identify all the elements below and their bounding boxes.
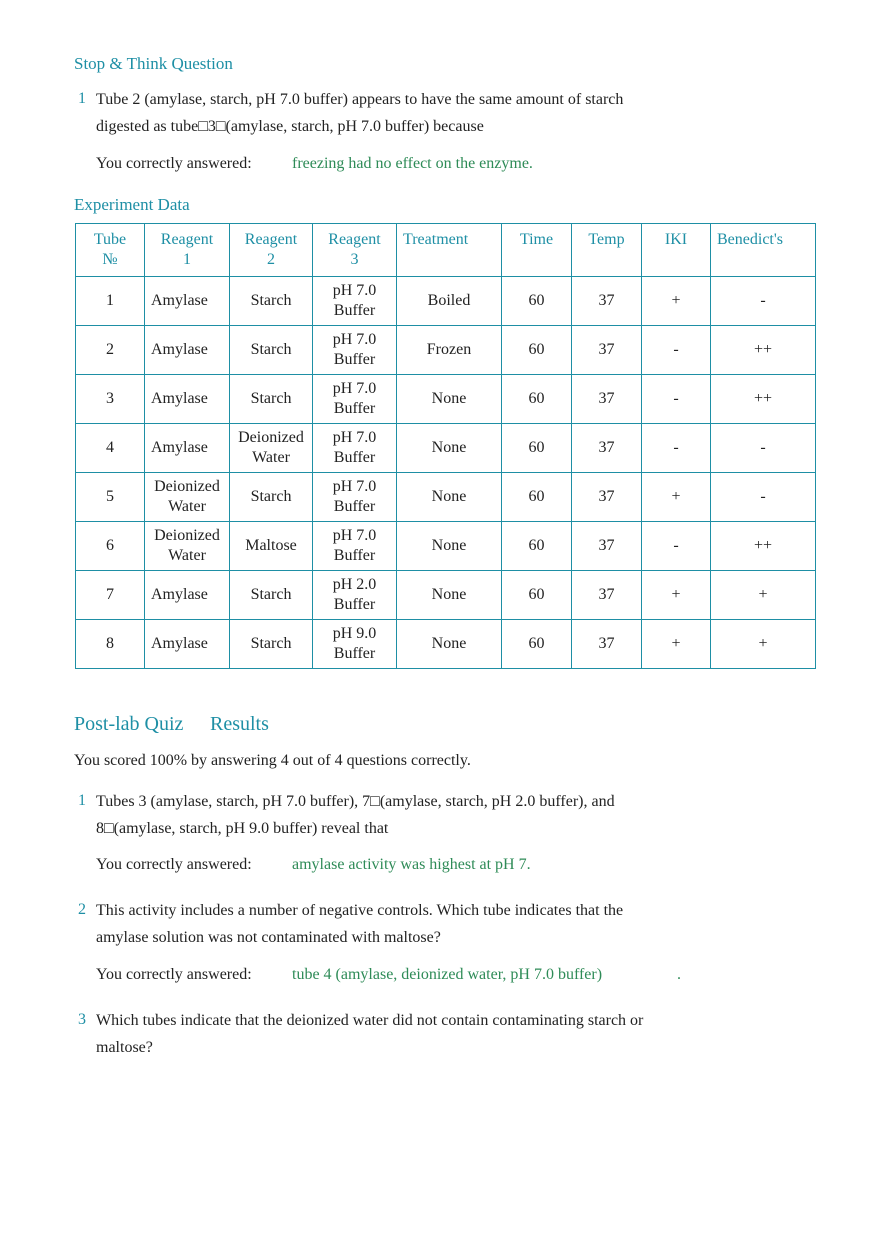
table-row xyxy=(76,424,816,473)
question-line: amylase solution was not contaminated with maltose? xyxy=(96,929,441,946)
question-line: maltose? xyxy=(96,1039,153,1056)
cell-treatment: Boiled xyxy=(397,277,502,326)
cell-reagent-1: Deionized Water xyxy=(145,522,230,571)
cell-reagent-1: Amylase xyxy=(145,277,230,326)
cell-reagent-2: Starch xyxy=(230,620,313,669)
cell-tube: 4 xyxy=(76,424,145,473)
stop-think-title: Stop & Think Question xyxy=(74,54,233,73)
cell-benedicts: ++ xyxy=(711,522,816,571)
question-line: Tube 2 (amylase, starch, pH 7.0 buffer) appears to have the same amount of starch xyxy=(96,91,624,108)
col-header-reagent-1: Reagent 1 xyxy=(145,224,230,277)
cell-benedicts: + xyxy=(711,571,816,620)
cell-tube: 1 xyxy=(76,277,145,326)
cell-time: 60 xyxy=(502,277,572,326)
cell-tube: 3 xyxy=(76,375,145,424)
cell-treatment: Frozen xyxy=(397,326,502,375)
answer-label: You correctly answered: xyxy=(96,155,252,172)
results-label: Results xyxy=(210,713,269,735)
cell-time: 60 xyxy=(502,424,572,473)
cell-reagent-2: Starch xyxy=(230,326,313,375)
question-number: 3 xyxy=(78,1011,86,1028)
cell-tube: 5 xyxy=(76,473,145,522)
table-row xyxy=(76,473,816,522)
question-text xyxy=(96,897,623,951)
cell-tube: 8 xyxy=(76,620,145,669)
cell-tube: 6 xyxy=(76,522,145,571)
cell-iki: - xyxy=(642,326,711,375)
cell-reagent-1: Amylase xyxy=(145,620,230,669)
cell-time: 60 xyxy=(502,571,572,620)
cell-reagent-2: Starch xyxy=(230,571,313,620)
question-line: digested as tube□3□(amylase, starch, pH 7.0 buffer) because xyxy=(96,118,484,135)
cell-iki: + xyxy=(642,620,711,669)
cell-treatment: None xyxy=(397,571,502,620)
cell-time: 60 xyxy=(502,326,572,375)
table-row xyxy=(76,522,816,571)
cell-tube: 2 xyxy=(76,326,145,375)
cell-temp: 37 xyxy=(572,277,642,326)
cell-iki: - xyxy=(642,375,711,424)
cell-benedicts: ++ xyxy=(711,375,816,424)
table-row xyxy=(76,375,816,424)
cell-reagent-1: Amylase xyxy=(145,424,230,473)
cell-reagent-3: pH 7.0 Buffer xyxy=(313,375,397,424)
answer-text: amylase activity was highest at pH 7. xyxy=(292,856,531,873)
cell-temp: 37 xyxy=(572,473,642,522)
cell-reagent-3: pH 7.0 Buffer xyxy=(313,326,397,375)
cell-benedicts: ++ xyxy=(711,326,816,375)
col-header-benedicts: Benedict's xyxy=(711,224,816,277)
cell-reagent-2: Deionized Water xyxy=(230,424,313,473)
answer-text: tube 4 (amylase, deionized water, pH 7.0 buffer) xyxy=(292,966,603,983)
answer-text: freezing had no effect on the enzyme. xyxy=(292,155,533,172)
experiment-title: Experiment Data xyxy=(74,195,190,214)
cell-reagent-3: pH 9.0 Buffer xyxy=(313,620,397,669)
cell-temp: 37 xyxy=(572,375,642,424)
cell-iki: - xyxy=(642,424,711,473)
cell-temp: 37 xyxy=(572,522,642,571)
cell-reagent-3: pH 7.0 Buffer xyxy=(313,277,397,326)
cell-reagent-2: Starch xyxy=(230,473,313,522)
cell-benedicts: - xyxy=(711,424,816,473)
question-line: 8□(amylase, starch, pH 9.0 buffer) reveal that xyxy=(96,820,389,837)
cell-reagent-1: Amylase xyxy=(145,571,230,620)
question-text xyxy=(96,1007,643,1061)
cell-time: 60 xyxy=(502,522,572,571)
table-row xyxy=(76,326,816,375)
cell-treatment: None xyxy=(397,473,502,522)
answer-trailing: . xyxy=(677,966,681,983)
cell-iki: + xyxy=(642,473,711,522)
col-header-treatment: Treatment xyxy=(397,224,502,277)
cell-tube: 7 xyxy=(76,571,145,620)
cell-time: 60 xyxy=(502,473,572,522)
cell-reagent-2: Maltose xyxy=(230,522,313,571)
question-line: Tubes 3 (amylase, starch, pH 7.0 buffer), 7□(amylase, starch, pH 2.0 buffer), and xyxy=(96,793,615,810)
question-line: Which tubes indicate that the deionized water did not contain contaminating starch or xyxy=(96,1012,644,1029)
postlab-title: Post-lab Quiz xyxy=(74,713,184,735)
cell-time: 60 xyxy=(502,375,572,424)
question-number: 2 xyxy=(78,901,86,918)
cell-treatment: None xyxy=(397,620,502,669)
col-header-tube: Tube № xyxy=(76,224,145,277)
question-line: This activity includes a number of negative controls. Which tube indicates that the xyxy=(96,902,624,919)
experiment-table xyxy=(75,223,816,669)
cell-reagent-1: Amylase xyxy=(145,375,230,424)
col-header-reagent-3: Reagent 3 xyxy=(313,224,397,277)
cell-reagent-3: pH 7.0 Buffer xyxy=(313,522,397,571)
question-number: 1 xyxy=(78,792,86,809)
cell-reagent-1: Deionized Water xyxy=(145,473,230,522)
cell-temp: 37 xyxy=(572,326,642,375)
score-text: You scored 100% by answering 4 out of 4 questions correctly. xyxy=(74,752,471,769)
col-header-temp: Temp xyxy=(572,224,642,277)
cell-iki: - xyxy=(642,522,711,571)
table-header-row xyxy=(76,224,816,277)
cell-benedicts: - xyxy=(711,473,816,522)
cell-treatment: None xyxy=(397,424,502,473)
table-row xyxy=(76,620,816,669)
cell-time: 60 xyxy=(502,620,572,669)
cell-reagent-2: Starch xyxy=(230,277,313,326)
col-header-reagent-2: Reagent 2 xyxy=(230,224,313,277)
col-header-iki: IKI xyxy=(642,224,711,277)
cell-reagent-3: pH 7.0 Buffer xyxy=(313,473,397,522)
answer-label: You correctly answered: xyxy=(96,966,252,983)
cell-iki: + xyxy=(642,571,711,620)
cell-benedicts: + xyxy=(711,620,816,669)
answer-label: You correctly answered: xyxy=(96,856,252,873)
question-number: 1 xyxy=(78,90,86,107)
cell-treatment: None xyxy=(397,375,502,424)
cell-iki: + xyxy=(642,277,711,326)
cell-reagent-2: Starch xyxy=(230,375,313,424)
cell-reagent-1: Amylase xyxy=(145,326,230,375)
question-text xyxy=(96,788,615,842)
cell-treatment: None xyxy=(397,522,502,571)
cell-reagent-3: pH 2.0 Buffer xyxy=(313,571,397,620)
col-header-time: Time xyxy=(502,224,572,277)
table-row xyxy=(76,571,816,620)
cell-temp: 37 xyxy=(572,424,642,473)
question-text xyxy=(96,86,623,140)
table-row xyxy=(76,277,816,326)
cell-benedicts: - xyxy=(711,277,816,326)
cell-temp: 37 xyxy=(572,620,642,669)
cell-temp: 37 xyxy=(572,571,642,620)
cell-reagent-3: pH 7.0 Buffer xyxy=(313,424,397,473)
